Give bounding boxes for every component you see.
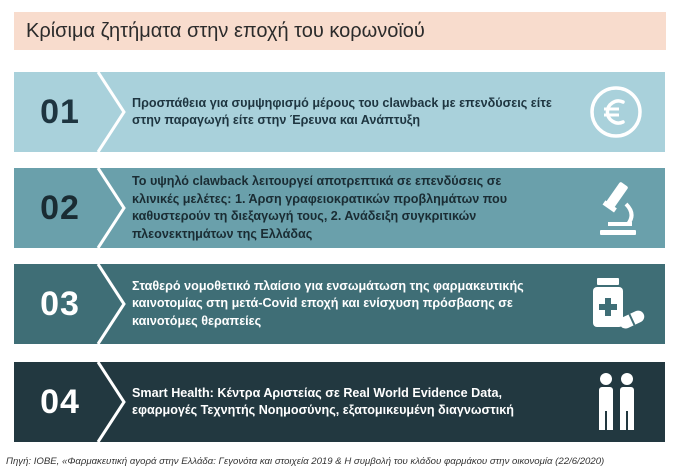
- issue-row-3: [14, 264, 664, 344]
- chevron-right-icon: [94, 168, 132, 248]
- chevron-right-icon: [94, 72, 132, 152]
- issue-text: Προσπάθεια για συμψηφισμό μέρους του clawback με επενδύσεις είτε στην παραγωγή είτε στην Έρευνα και Ανάπτυξη: [132, 95, 552, 127]
- issue-row-3-body: [14, 264, 568, 344]
- title-bar: [14, 12, 666, 50]
- medicine-icon: [585, 274, 647, 334]
- issue-icon-box: [567, 264, 665, 344]
- page-title: Κρίσιμα ζητήματα στην εποχή του κορωνοϊού: [26, 19, 425, 42]
- issue-number: 01: [40, 92, 80, 131]
- microscope-icon: [588, 178, 644, 238]
- people-icon: [588, 370, 644, 434]
- issue-row-2: [14, 168, 664, 248]
- issue-icon-box: [567, 362, 665, 442]
- issue-row-1-body: [14, 72, 568, 152]
- source-note: Πηγή: ΙΟΒΕ, «Φαρμακευτική αγορά στην Ελλάδα: Γεγονότα και στοιχεία 2019 & Η συμβολή του κλάδου φαρμάκου στην οικονομία (22/6/2020): [6, 456, 605, 467]
- issue-number: 03: [40, 284, 80, 323]
- issue-text: Το υψηλό clawback λειτουργεί αποτρεπτικά σε επενδύσεις σε κλινικές μελέτες: 1. Άρση γραφειοκρατικών προβλημάτων που καθυστερούν τη διεξαγωγή τους, 2. Ανάδειξη συγκριτικών πλεονεκτημάτων της Ελλάδας: [132, 174, 508, 241]
- issue-text: Σταθερό νομοθετικό πλαίσιο για ενσωμάτωση της φαρμακευτικής καινοτομίας στη μετά-Covid εποχή και ενίσχυση πρόσβασης σε καινοτόμες θεραπείες: [132, 278, 524, 328]
- issue-number: 04: [40, 382, 80, 421]
- issue-number: 02: [40, 188, 80, 227]
- chevron-right-icon: [94, 362, 132, 442]
- issue-row-4: [14, 362, 664, 442]
- chevron-right-icon: [94, 264, 132, 344]
- euro-icon: [588, 84, 644, 140]
- issue-row-4-body: [14, 362, 568, 442]
- issue-text: Smart Health: Κέντρα Αριστείας σε Real World Evidence Data, εφαρμογές Τεχνητής Νοημοσύνης, εξατομικευμένη διαγνωστική: [132, 385, 514, 417]
- issue-icon-box: [567, 168, 665, 248]
- issue-icon-box: [567, 72, 665, 152]
- issue-row-1: [14, 72, 664, 152]
- issue-row-2-body: [14, 168, 568, 248]
